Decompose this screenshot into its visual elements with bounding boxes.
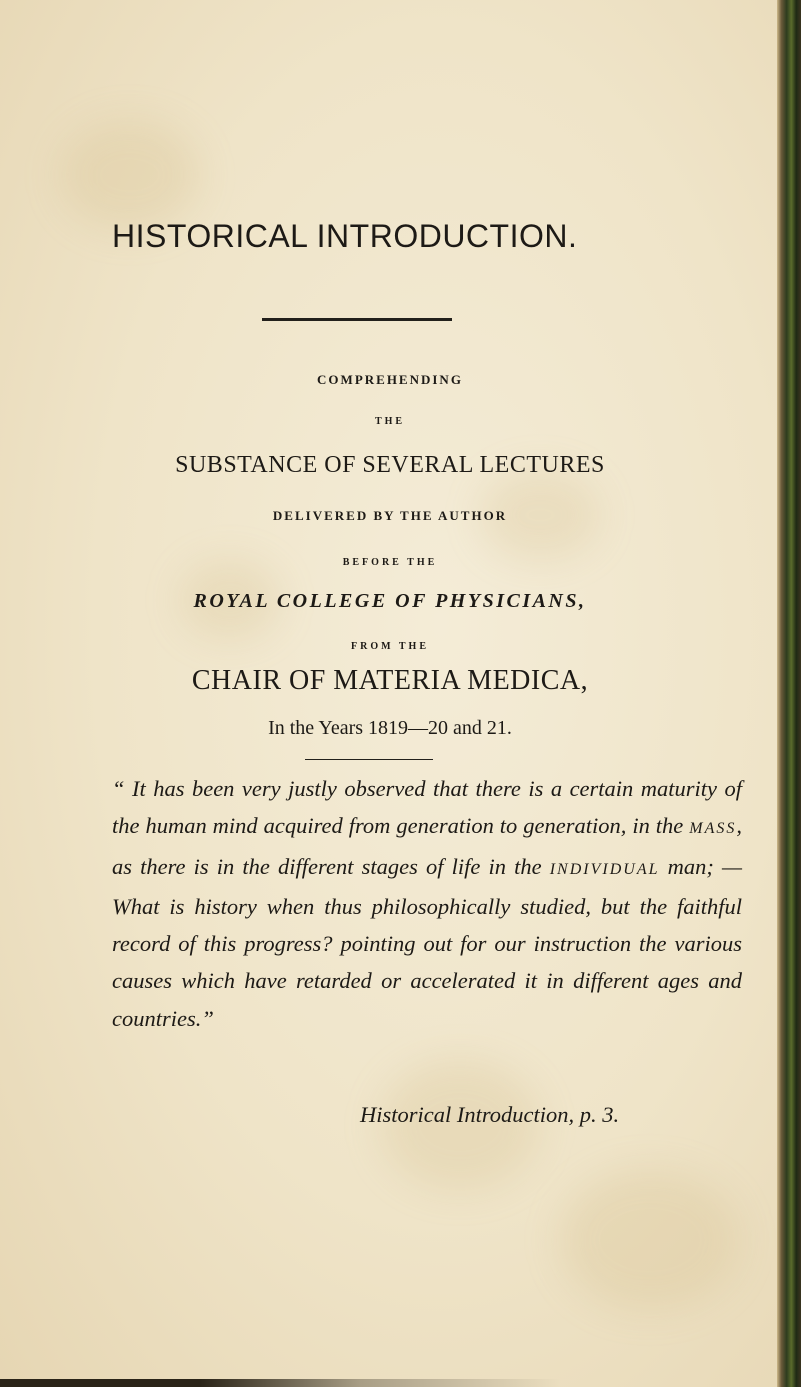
before-text: BEFORE THE xyxy=(342,557,438,568)
paper-stain xyxy=(560,1170,740,1310)
quote-individual: INDIVIDUAL xyxy=(549,860,660,878)
quote-text-3: man; — What is history when thus philosophically studied, but the faithful record of this progress? pointing out for our instruction the various causes which have retarded or accelerated it in different ages and countries.” xyxy=(112,853,742,1031)
title-rule xyxy=(262,318,452,321)
comprehending-text: COMPREHENDING xyxy=(317,372,463,387)
quote-text-2: , as there is in the different stages of life in the xyxy=(112,813,742,879)
college-text: ROYAL COLLEGE OF PHYSICIANS, xyxy=(193,590,587,612)
quote-mass: MASS xyxy=(689,820,737,838)
years-text: In the Years 1819—20 and 21. xyxy=(268,717,512,739)
delivered-text: DELIVERED BY THE AUTHOR xyxy=(272,508,508,523)
substance-heading: SUBSTANCE OF SEVERAL LECTURES xyxy=(175,452,605,478)
epigraph-quote xyxy=(112,770,742,1037)
quote-text-1: It has been very justly observed that there is a certain maturity of the human mind acquired from generation to generation, in the xyxy=(112,776,743,839)
from-text: FROM THE xyxy=(351,641,429,652)
paper-stain xyxy=(60,120,200,230)
bottom-edge-shadow xyxy=(0,1379,801,1387)
section-rule xyxy=(305,759,433,760)
chair-heading: CHAIR OF MATERIA MEDICA, xyxy=(191,665,589,696)
page-title: HISTORICAL INTRODUCTION. xyxy=(112,218,578,254)
quote-citation: Historical Introduction, p. 3. xyxy=(360,1102,620,1127)
the-text: THE xyxy=(374,416,406,427)
quote-open: “ xyxy=(112,776,132,801)
book-edge xyxy=(777,0,801,1387)
quote-paragraph xyxy=(112,770,742,1037)
